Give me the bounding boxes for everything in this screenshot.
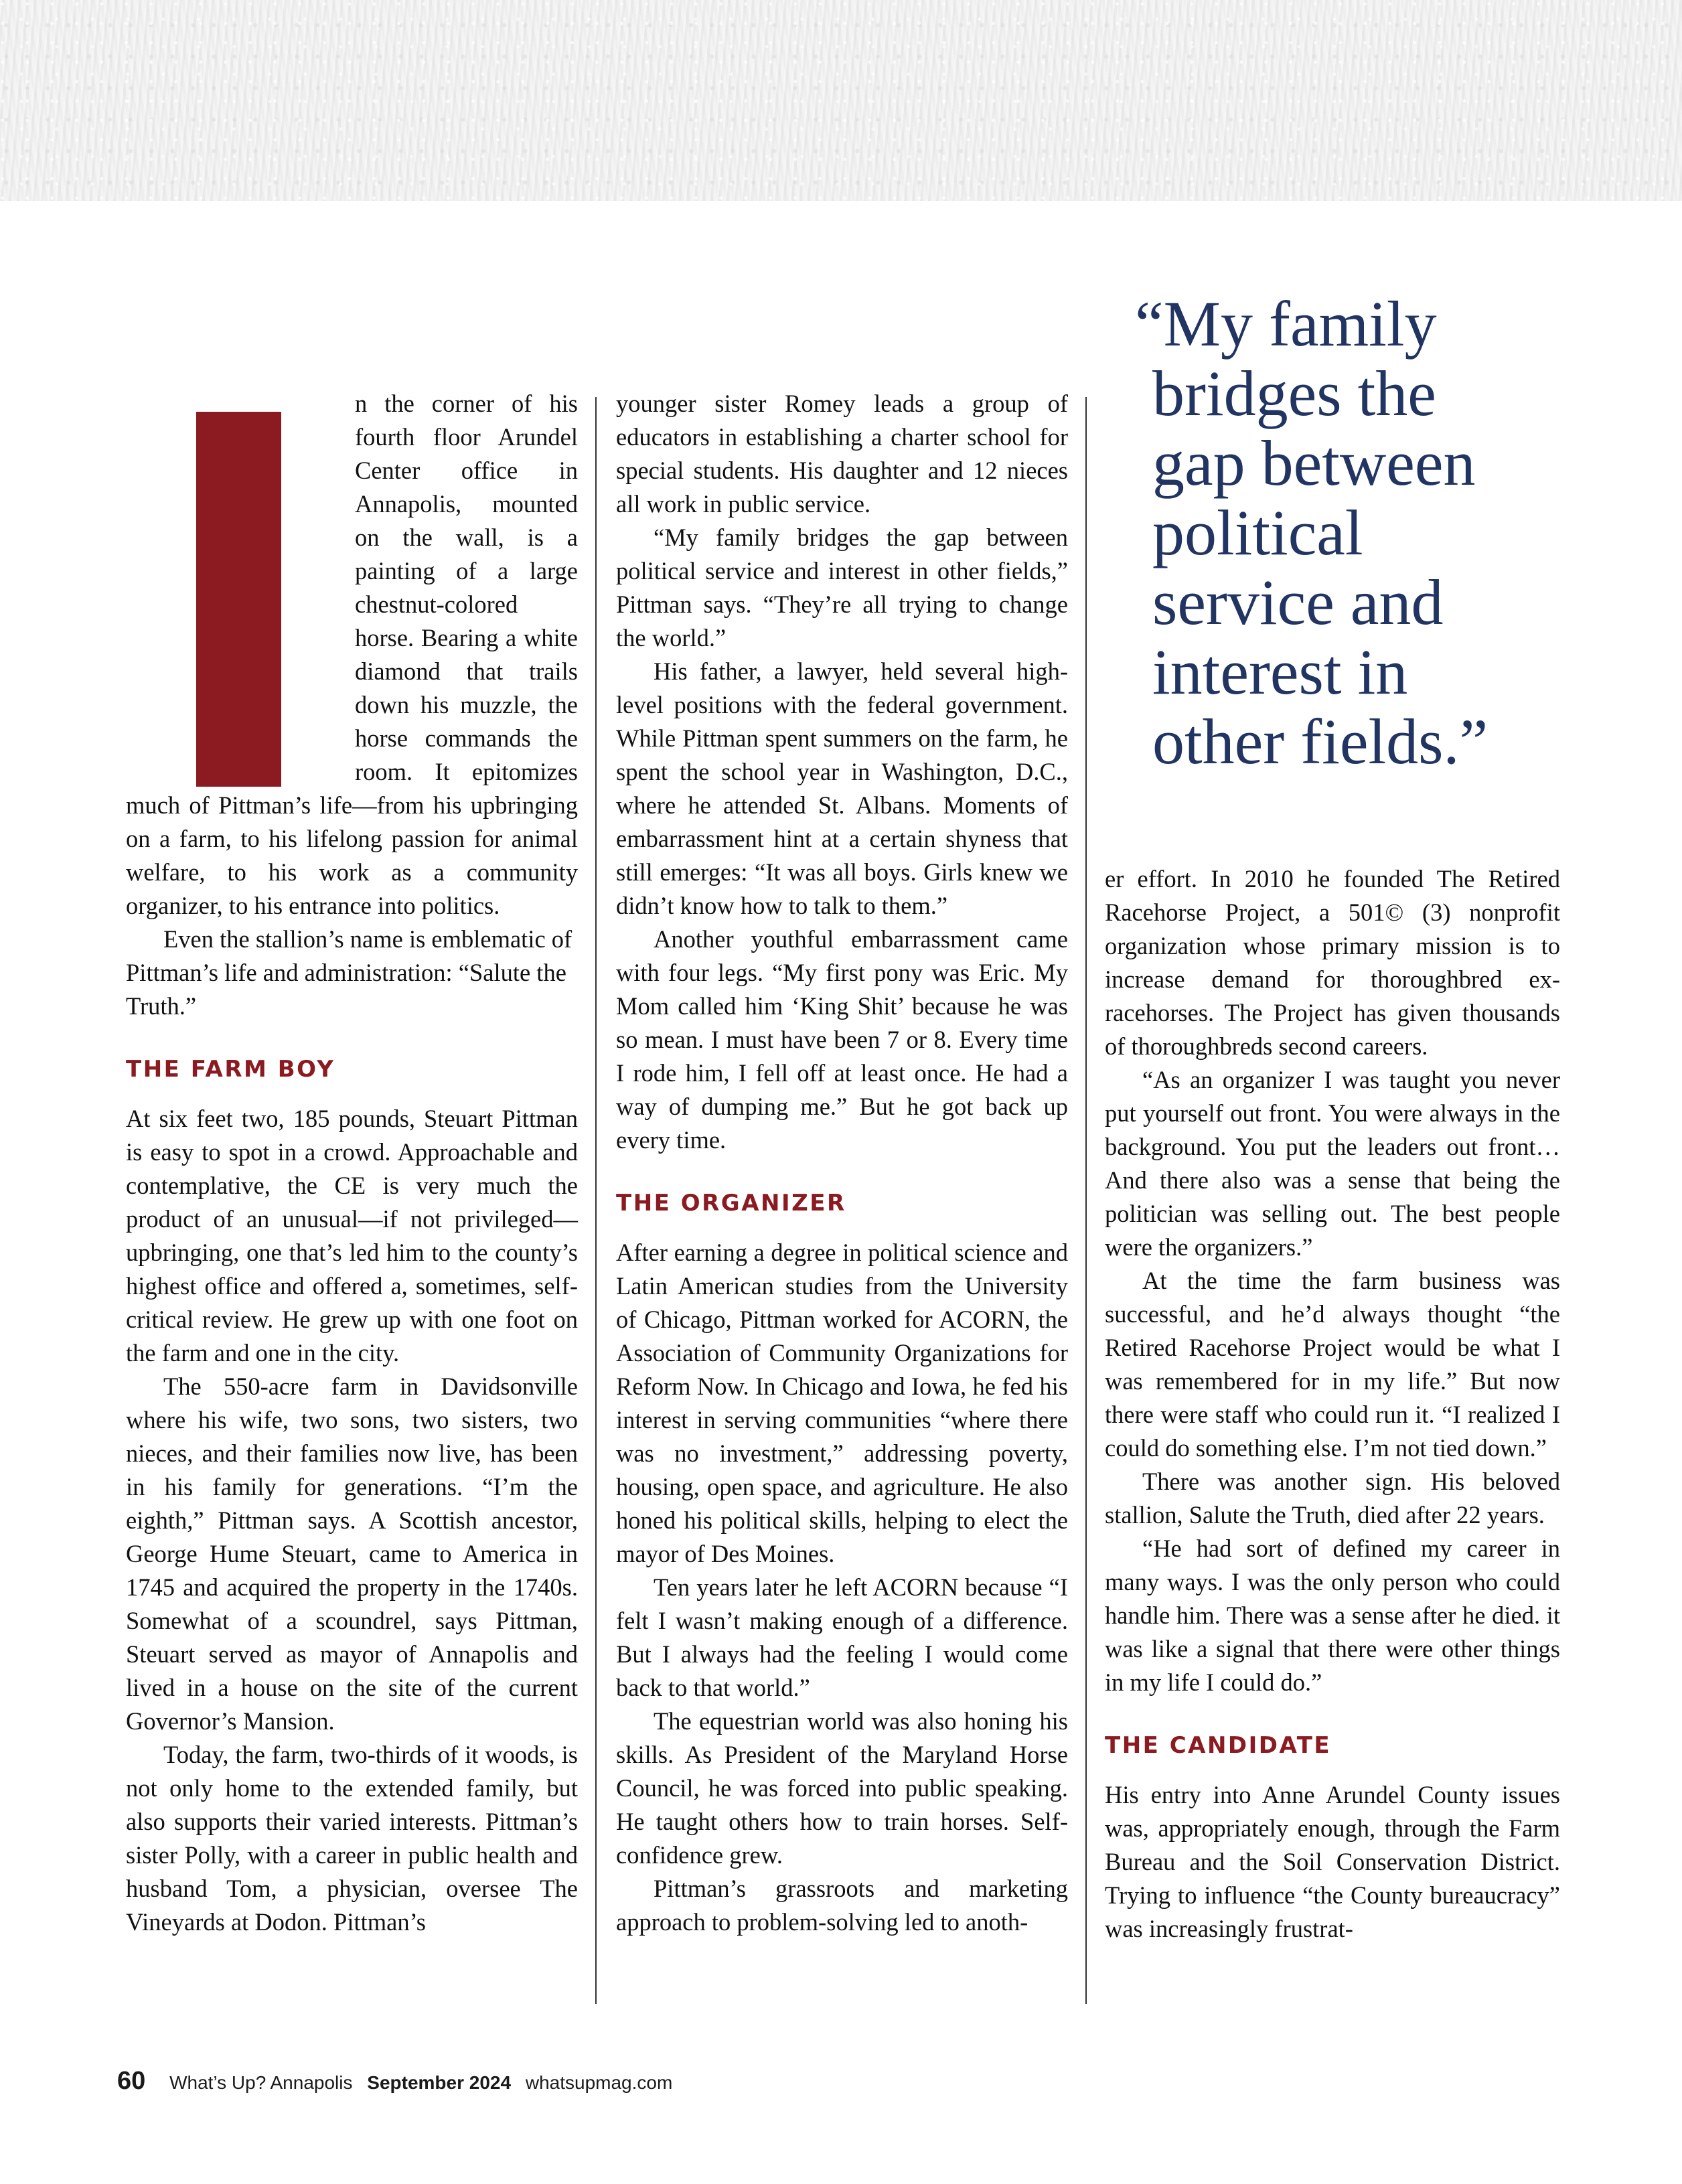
article-column-2 bbox=[616, 387, 1068, 1939]
pull-quote bbox=[1135, 289, 1590, 777]
intro-paragraph: n the corner of his fourth floor Arundel Center office in Annapolis, mounted on the wall, is a painting of a large chestnut-colored horse. Bearing a white diamond that trails down his muzzle, the horse commands the room. It epitomizes much of Pittman’s life—from his upbringing on a farm, to his lifelong passion for animal welfare, to his work as a community organizer, to his entrance into politics. bbox=[126, 390, 578, 919]
pull-quote-line: “My family bbox=[1135, 288, 1437, 360]
page-footer bbox=[117, 2064, 672, 2098]
column-divider bbox=[595, 397, 597, 2004]
body-paragraph: Today, the farm, two-thirds of it woods, is not only home to the extended family, but also supports their varied interests. Pittman’s sister Polly, with a career in public health and husband Tom, a physician, oversee The Vineyards at Dodon. Pittman’s bbox=[126, 1741, 578, 1936]
section-heading-candidate: THE CANDIDATE bbox=[1105, 1732, 1332, 1759]
column-divider bbox=[1085, 397, 1087, 2004]
website-link[interactable]: whatsupmag.com bbox=[525, 2072, 673, 2093]
header-texture-band bbox=[0, 0, 1682, 201]
intro bbox=[126, 387, 578, 923]
section-heading-farm-boy: THE FARM BOY bbox=[126, 1056, 335, 1083]
body-paragraph: “As an organizer I was taught you never put yourself out front. You were always in the background. You put the leaders out front…And there also was a sense that being the politician was selling out. The best people were the organizers.” bbox=[1105, 1066, 1560, 1261]
body-paragraph: “He had sort of defined my career in many ways. I was the only person who could handle him. There was a sense after he died. it was like a signal that there were other things in my life I could do.” bbox=[1105, 1535, 1560, 1696]
pull-quote-line: gap between bbox=[1152, 427, 1476, 499]
body-paragraph: The 550-acre farm in Davidsonville where his wife, two sons, two sisters, two nieces, and their families now live, has been in his family for generations. “I’m the eighth,” Pittman says. A Scottish ancestor, George Hume Steuart, came to America in 1745 and acquired the property in the 1740s. Somewhat of a scoundrel, says Pittman, Steuart served as mayor of Annapolis and lived in a house on the site of the current Governor’s Mansion. bbox=[126, 1373, 578, 1735]
section-heading-organizer: THE ORGANIZER bbox=[616, 1190, 846, 1217]
drop-cap-letter-i bbox=[196, 412, 281, 787]
body-paragraph: Another youthful embarrassment came with four legs. “My first pony was Eric. My Mom called him ‘King Shit’ because he was so mean. I must have been 7 or 8. Every time I rode him, I fell off at least once. He had a way of dumping me.” But he got back up every time. bbox=[616, 925, 1068, 1154]
pull-quote-line: interest in bbox=[1152, 636, 1408, 708]
issue-date: September 2024 bbox=[367, 2072, 512, 2093]
body-paragraph: There was another sign. His beloved stallion, Salute the Truth, died after 22 years. bbox=[1105, 1468, 1560, 1529]
body-paragraph: “My family bridges the gap between political service and interest in other fields,” Pittman says. “They’re all trying to change the world.” bbox=[616, 524, 1068, 651]
body-paragraph: younger sister Romey leads a group of educators in establishing a charter school for special students. His daughter and 12 nieces all work in public service. bbox=[616, 390, 1068, 518]
pull-quote-line: other fields.” bbox=[1152, 706, 1488, 777]
body-paragraph: At the time the farm business was successful, and he’d always thought “the Retired Racehorse Project would be what I was remembered for in my life.” But now there were staff who could run it. “I realized I could do something else. I’m not tied down.” bbox=[1105, 1267, 1560, 1462]
pull-quote-line: political bbox=[1152, 497, 1363, 568]
body-paragraph: The equestrian world was also honing his skills. As President of the Maryland Horse Council, he was forced into public speaking. He taught others how to train horses. Self-confidence grew. bbox=[616, 1707, 1068, 1869]
pull-quote-line: bridges the bbox=[1152, 358, 1436, 429]
body-paragraph: Ten years later he left ACORN because “I felt I wasn’t making enough of a difference. But I always had the feeling I would come back to that world.” bbox=[616, 1573, 1068, 1701]
body-paragraph: Even the stallion’s name is emblematic of Pittman’s life and administration: “Salute the Truth.” bbox=[126, 925, 572, 1020]
article-column-3 bbox=[1105, 862, 1560, 1946]
body-paragraph: At six feet two, 185 pounds, Steuart Pittman is easy to spot in a crowd. Approachable and contemplative, the CE is very much the product of an unusual—if not privileged—upbringing, one that’s led him to the county’s highest office and offered a, sometimes, self-critical review. He grew up with one foot on the farm and one in the city. bbox=[126, 1105, 578, 1367]
page-number: 60 bbox=[117, 2067, 146, 2095]
article-column-1 bbox=[126, 387, 578, 1939]
pull-quote-line: service and bbox=[1152, 566, 1444, 638]
body-paragraph: After earning a degree in political science and Latin American studies from the University of Chicago, Pittman worked for ACORN, the Association of Community Organizations for Reform Now. In Chicago and Iowa, he fed his interest in serving communities “where there was no investment,” addressing poverty, housing, open space, and agriculture. He also honed his political skills, helping to elect the mayor of Des Moines. bbox=[616, 1239, 1068, 1567]
body-paragraph: Pittman’s grassroots and marketing approach to problem-solving led to anoth- bbox=[616, 1875, 1068, 1936]
body-paragraph: His entry into Anne Arundel County issues was, appropriately enough, through the Farm Bureau and the Soil Conservation District. Trying to influence “the County bureaucracy” was increasingly frustrat- bbox=[1105, 1781, 1560, 1942]
body-paragraph: er effort. In 2010 he founded The Retired Racehorse Project, a 501© (3) nonprofit organization whose primary mission is to increase demand for thoroughbred ex-racehorses. The Project has given thousands of thoroughbreds second careers. bbox=[1105, 865, 1560, 1060]
magazine-name: What’s Up? Annapolis bbox=[169, 2072, 353, 2093]
body-paragraph: His father, a lawyer, held several high-level positions with the federal government. While Pittman spent summers on the farm, he spent the school year in Washington, D.C., where he attended St. Albans. Moments of embarrassment hint at a certain shyness that still emerges: “It was all boys. Girls knew we didn’t know how to talk to them.” bbox=[616, 657, 1068, 919]
